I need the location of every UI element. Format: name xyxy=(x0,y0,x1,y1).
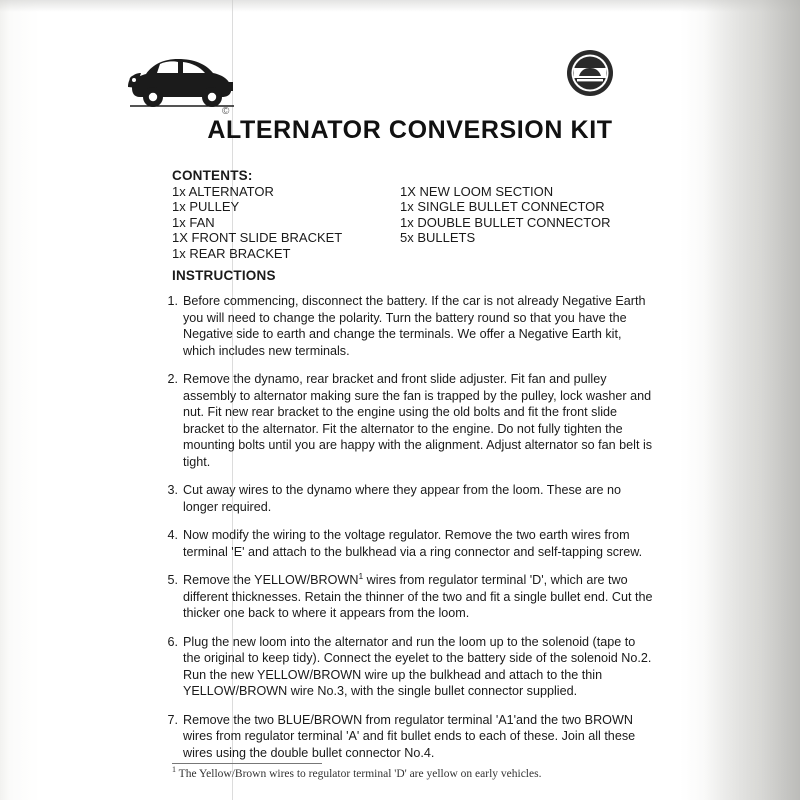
instruction-step xyxy=(156,527,656,560)
contents-list-right xyxy=(400,184,610,246)
step-number: 2. xyxy=(167,372,178,386)
instructions-list xyxy=(156,293,656,773)
instruction-step xyxy=(156,634,656,700)
manufacturer-badge-icon xyxy=(565,48,615,98)
instruction-step xyxy=(156,482,656,515)
step-text: Before commencing, disconnect the battery. If the car is not already Negative Earth you will need to change the polarity. Turn the battery round so that you have the Negative side to earth and change the terminals. We offer a Negative Earth kit, which includes new terminals. xyxy=(183,294,646,358)
footnote-marker: 1 xyxy=(172,765,176,775)
contents-item: 1x SINGLE BULLET CONNECTOR xyxy=(400,199,605,215)
step-number: 6. xyxy=(167,634,178,649)
step-number: 3. xyxy=(167,483,178,497)
footnote xyxy=(172,765,542,780)
contents-item: 1X NEW LOOM SECTION xyxy=(400,184,554,199)
footnote-text: The Yellow/Brown wires to regulator terminal 'D' are yellow on early vehicles. xyxy=(178,768,542,780)
morris-minor-car-icon xyxy=(120,42,240,112)
step-text: Now modify the wiring to the voltage regulator. Remove the two earth wires from terminal 'E' and attach to the bulkhead via a ring connector and self-tapping screw. xyxy=(183,528,643,559)
contents-item: 1x PULLEY xyxy=(172,199,240,215)
step-text: Plug the new loom into the alternator and run the loom up to the solenoid (tape to the original to keep tidy). Connect the eyelet to the battery side of the solenoid No.2. Run the new YELLOW/BROWN wire up the bulkhead and attach to the thin YELLOW/BROWN wire No.3, with the single bullet connector supplied. xyxy=(183,634,652,698)
step-text: Remove the two BLUE/BROWN from regulator terminal 'A1'and the two BROWN wires from regulator terminal 'A' and fit bullet ends to each of these. Join all these wires using the double bullet connector No.4. xyxy=(183,712,636,760)
footnote-divider xyxy=(172,763,322,764)
step-text: Remove the dynamo, rear bracket and front slide adjuster. Fit fan and pulley assembly to alternator making sure the fan is trapped by the pulley, lock washer and nut. Fit new rear bracket to the engine using the old bolts and fit the front slide bracket to the alternator. Fit the alternator to the engine. Do not fully tighten the mounting bolts until you are happy with the alignment. Adjust alternator so fan belt is tight. xyxy=(183,372,653,469)
instructions-heading: INSTRUCTIONS xyxy=(172,268,276,283)
instruction-step xyxy=(156,371,656,470)
step-text: Cut away wires to the dynamo where they appear from the loom. These are no longer required. xyxy=(183,483,621,514)
instruction-step xyxy=(156,572,656,622)
step-number: 7. xyxy=(167,712,178,727)
page-title: ALTERNATOR CONVERSION KIT xyxy=(207,116,613,144)
contents-item: 1x REAR BRACKET xyxy=(172,245,291,261)
contents-item: 5x BULLETS xyxy=(400,230,476,246)
instruction-step xyxy=(156,712,656,762)
contents-item: 1X FRONT SLIDE BRACKET xyxy=(172,230,343,246)
instruction-step xyxy=(156,293,656,359)
contents-item: 1x DOUBLE BULLET CONNECTOR xyxy=(400,214,611,230)
step-number: 1. xyxy=(167,294,178,308)
contents-item: 1x FAN xyxy=(172,214,215,230)
step-text: Remove the YELLOW/BROWN$^1$ wires from regulator terminal 'D', which are two different thicknesses. Retain the thinner of the two and fit a single bullet end. Cut the thicker one back to where it appears from the loom. xyxy=(183,570,653,620)
contents-list-left xyxy=(172,184,342,261)
step-number: 5. xyxy=(167,573,178,587)
copyright-mark: © xyxy=(222,106,230,117)
step-number: 4. xyxy=(167,528,178,542)
contents-heading: CONTENTS: xyxy=(172,168,253,183)
contents-item: 1x ALTERNATOR xyxy=(172,184,274,199)
